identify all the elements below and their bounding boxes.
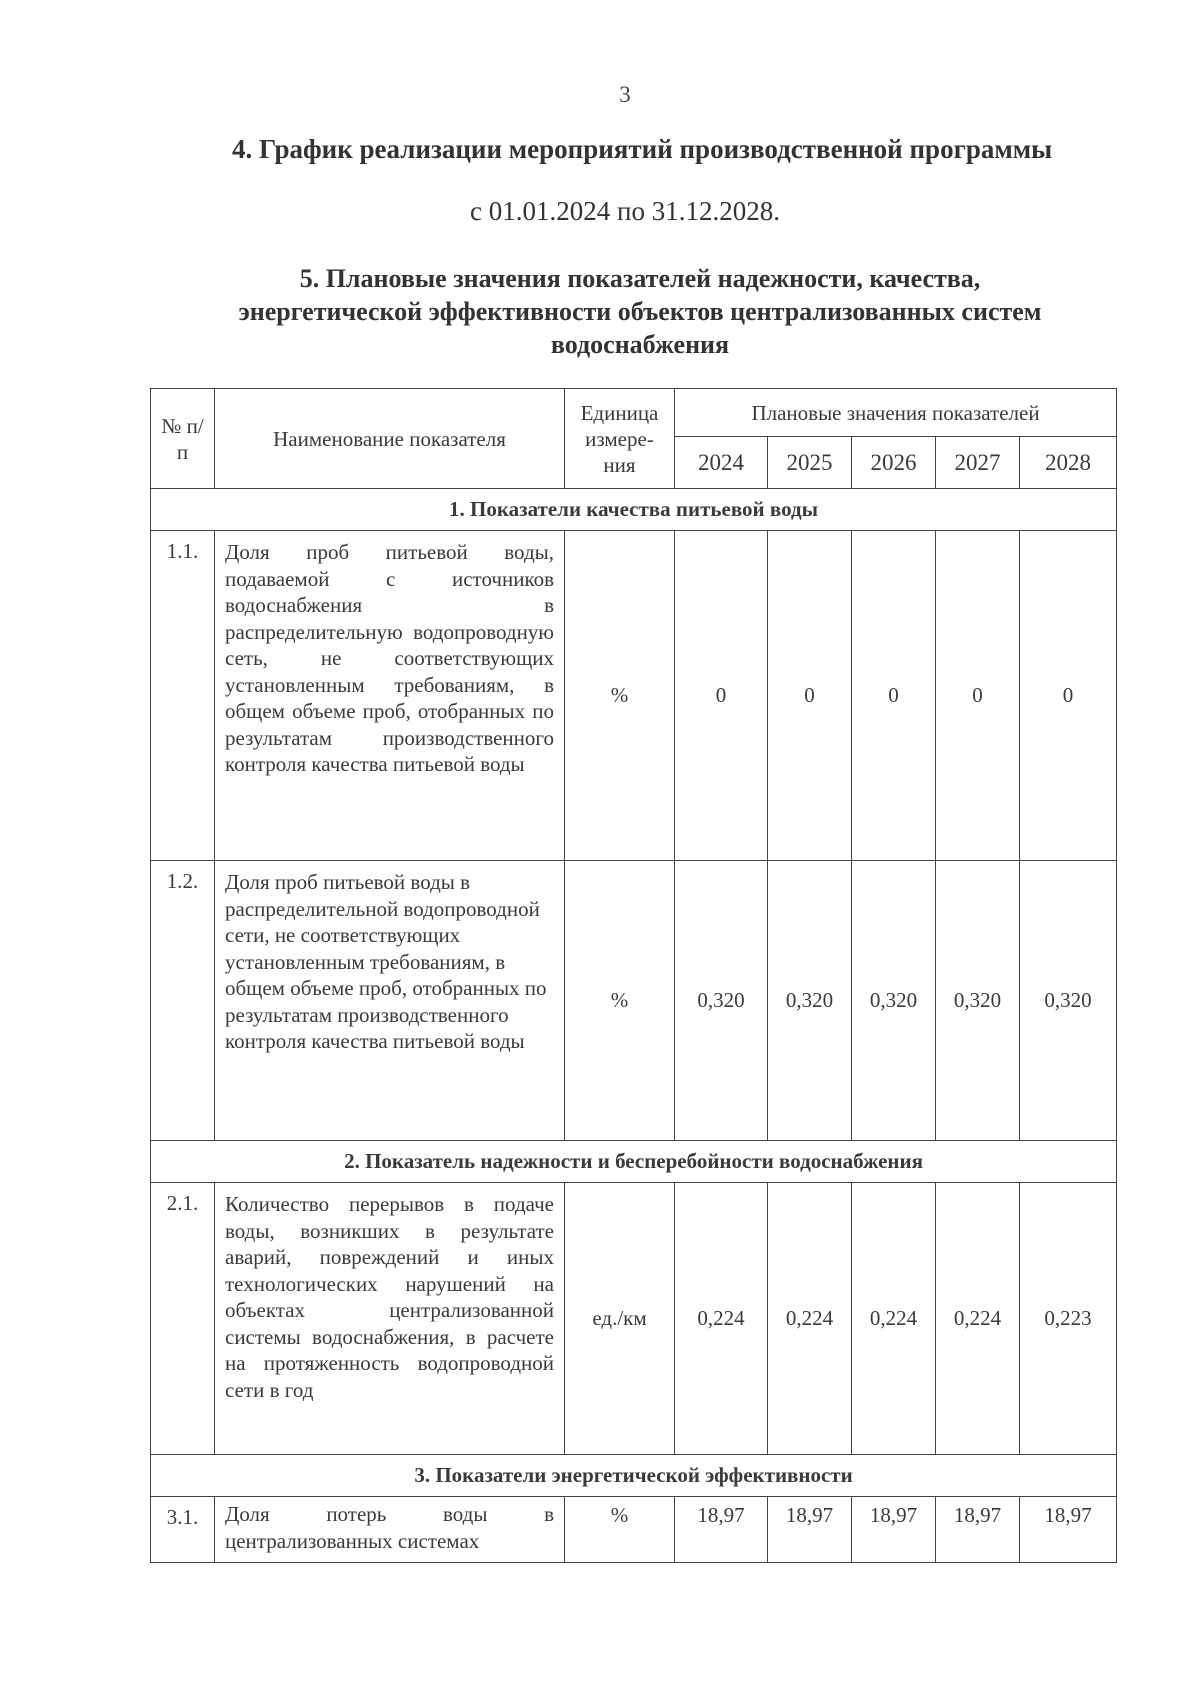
section-5-heading: 5. Плановые значения показателей надежности, качества, энергетической эффективности объектов централизованных систем водоснабжения xyxy=(238,264,1042,359)
value-cell: 18,97 xyxy=(936,1497,1020,1563)
row-number: 1.2. xyxy=(151,861,215,1141)
value-cell: 18,97 xyxy=(675,1497,768,1563)
indicator-unit: ед./км xyxy=(565,1183,675,1455)
header-year: 2024 xyxy=(675,437,768,489)
header-num: № п/п xyxy=(151,389,215,489)
value-cell: 18,97 xyxy=(1020,1497,1117,1563)
value-cell: 0,320 xyxy=(852,861,936,1141)
value-cell: 0,224 xyxy=(852,1183,936,1455)
value-cell: 0,320 xyxy=(936,861,1020,1141)
indicator-unit: % xyxy=(565,531,675,861)
row-number: 3.1. xyxy=(151,1497,215,1563)
header-year: 2027 xyxy=(936,437,1020,489)
value-cell: 0,224 xyxy=(936,1183,1020,1455)
section-title: 2. Показатель надежности и бесперебойности водоснабжения xyxy=(151,1141,1117,1183)
value-cell: 0 xyxy=(675,531,768,861)
value-cell: 0 xyxy=(936,531,1020,861)
value-cell: 18,97 xyxy=(768,1497,852,1563)
value-cell: 0,320 xyxy=(1020,861,1117,1141)
section-4-heading: 4. График реализации мероприятий производственной программы xyxy=(232,134,1053,164)
value-cell: 0,320 xyxy=(768,861,852,1141)
indicator-name: Доля проб питьевой воды, подаваемой с источников водоснабжения в распределительную водопроводную сеть, не соответствующих установленным требованиям, в общем объеме проб, отобранных по результатам производственного контроля качества питьевой воды xyxy=(215,531,565,861)
page-number: 3 xyxy=(619,82,631,107)
section-title: 1. Показатели качества питьевой воды xyxy=(151,489,1117,531)
value-cell: 0,223 xyxy=(1020,1183,1117,1455)
indicators-table xyxy=(150,388,1117,1563)
header-year: 2028 xyxy=(1020,437,1117,489)
program-period: с 01.01.2024 по 31.12.2028. xyxy=(470,196,780,226)
value-cell: 18,97 xyxy=(852,1497,936,1563)
indicator-name: Количество перерывов в подаче воды, возникших в результате аварий, повреждений и иных технологических нарушений на объектах централизованной системы водоснабжения, в расчете на протяженность водопроводной сети в год xyxy=(215,1183,565,1455)
value-cell: 0,224 xyxy=(768,1183,852,1455)
header-unit: Единица измере-ния xyxy=(565,389,675,489)
value-cell: 0,320 xyxy=(675,861,768,1141)
value-cell: 0 xyxy=(852,531,936,861)
indicator-name: Доля потерь воды в централизованных системах xyxy=(215,1497,565,1563)
section-title: 3. Показатели энергетической эффективности xyxy=(151,1455,1117,1497)
row-number: 1.1. xyxy=(151,531,215,861)
indicator-name: Доля проб питьевой воды в распределительной водопроводной сети, не соответствующих установленным требованиям, в общем объеме проб, отобранных по результатам производственного контроля качества питьевой воды xyxy=(215,861,565,1141)
header-plan: Плановые значения показателей xyxy=(675,389,1117,437)
indicator-unit: % xyxy=(565,1497,675,1563)
header-name: Наименование показателя xyxy=(215,389,565,489)
header-year: 2025 xyxy=(768,437,852,489)
value-cell: 0 xyxy=(768,531,852,861)
value-cell: 0 xyxy=(1020,531,1117,861)
indicator-unit: % xyxy=(565,861,675,1141)
row-number: 2.1. xyxy=(151,1183,215,1455)
value-cell: 0,224 xyxy=(675,1183,768,1455)
header-year: 2026 xyxy=(852,437,936,489)
